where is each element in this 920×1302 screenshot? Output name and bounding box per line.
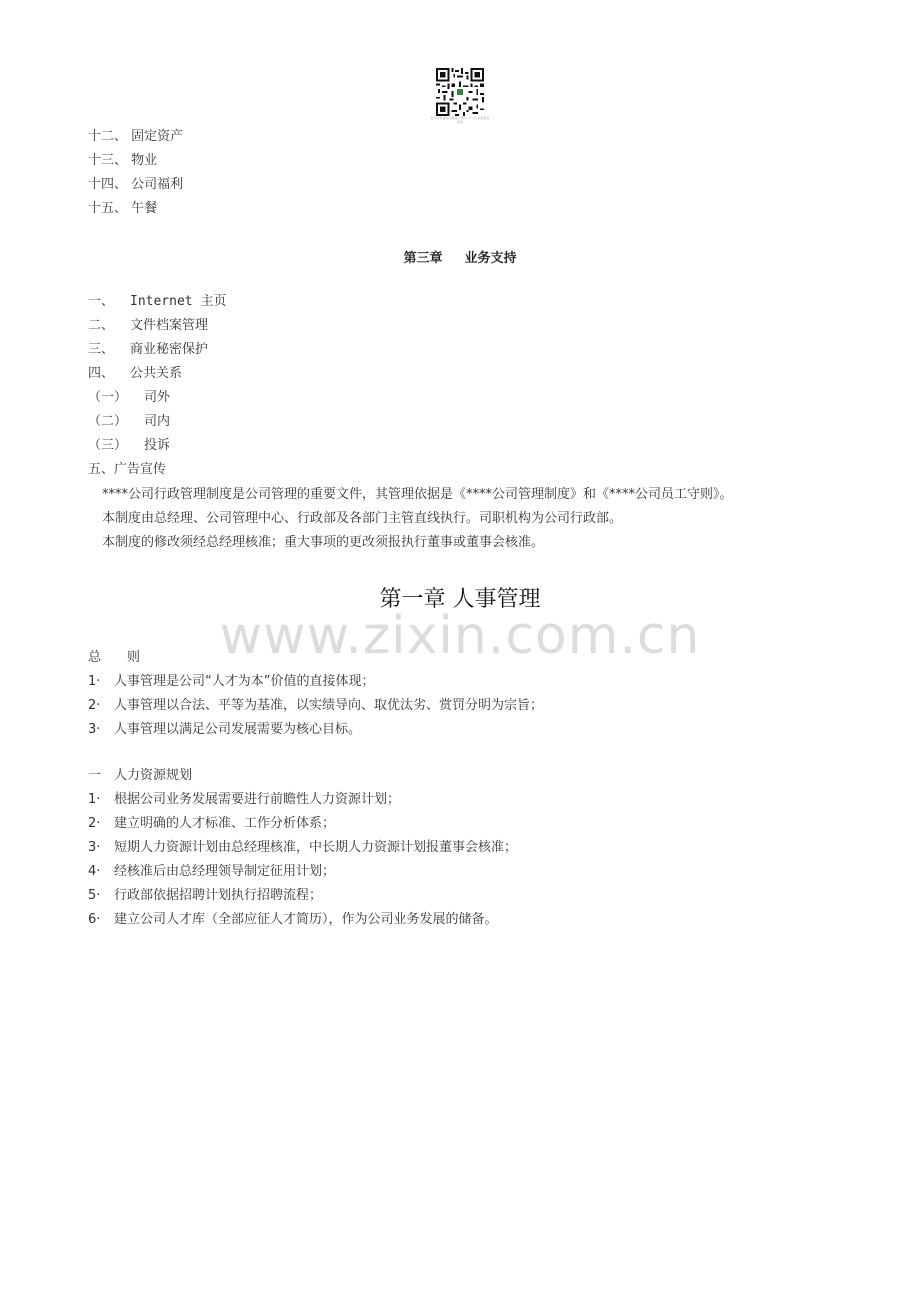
item-number: 3·	[88, 840, 101, 855]
general-item	[88, 698, 543, 714]
qr-code-icon	[436, 68, 484, 116]
chapter-3-subitem	[88, 390, 170, 406]
item-text: 经核准后由总经理领导制定征用计划；	[114, 864, 336, 879]
toc-item-number: 十五、	[88, 201, 128, 216]
item-text: 投诉	[144, 438, 171, 453]
chapter-1-heading: 第一章 人事管理	[379, 587, 541, 612]
chapter-3-item	[88, 366, 182, 382]
item-text: 文件档案管理	[130, 318, 209, 333]
item-text: 司内	[144, 414, 171, 429]
item-text: 人事管理是公司“人才为本”价值的直接体现；	[114, 674, 375, 689]
item-text: 行政部依据招聘计划执行招聘流程；	[114, 888, 323, 903]
chapter-3-subitem	[88, 438, 170, 454]
hr-planning-item	[88, 792, 400, 808]
general-item	[88, 722, 361, 738]
toc-item-13	[88, 153, 157, 169]
chapter-3-item	[88, 294, 226, 310]
chapter-3-item	[88, 342, 208, 358]
item-text: 公共关系	[130, 366, 183, 381]
item-number: （二）	[88, 414, 128, 429]
toc-item-number: 十四、	[88, 177, 128, 192]
hr-planning-item	[88, 888, 322, 904]
general-heading: 总 则	[88, 650, 141, 665]
item-number: 2·	[88, 816, 101, 831]
item-text: 商业秘密保护	[130, 342, 209, 357]
toc-item-text: 固定资产	[131, 129, 184, 144]
item-number: 4·	[88, 864, 101, 879]
toc-item-14	[88, 177, 183, 193]
intro-paragraph: ****公司行政管理制度是公司管理的重要文件，其管理依据是《****公司管理制度》和《****公司员工守则》。	[102, 487, 733, 502]
item-text: 人事管理以满足公司发展需要为核心目标。	[114, 722, 362, 737]
chapter-3-label: 第三章	[403, 251, 443, 266]
intro-paragraph: 本制度的修改须经总经理核准；重大事项的更改须报执行董事或董事会核准。	[102, 535, 545, 550]
toc-item-number: 十二、	[88, 129, 128, 144]
general-item	[88, 674, 374, 690]
hr-planning-item	[88, 912, 498, 928]
item-text: 建立明确的人才标准、工作分析体系；	[114, 816, 336, 831]
item-number: 一、	[88, 294, 115, 309]
chapter-3-item	[88, 462, 166, 478]
item-number: （一）	[88, 390, 128, 405]
item-number: 五、	[88, 462, 115, 477]
chapter-3-heading	[0, 247, 920, 266]
item-number: 6·	[88, 912, 101, 927]
chapter-3-title: 业务支持	[464, 251, 517, 266]
intro-paragraph: 本制度由总经理、公司管理中心、行政部及各部门主管直线执行。司职机构为公司行政部。	[102, 511, 623, 526]
toc-item-number: 十三、	[88, 153, 128, 168]
item-text: 根据公司业务发展需要进行前瞻性人力资源计划；	[114, 792, 401, 807]
chapter-3-subitem	[88, 414, 170, 430]
item-text: 人事管理以合法、平等为基准，以实绩导向、取优汰劣、赏罚分明为宗旨；	[114, 698, 544, 713]
item-number: 二、	[88, 318, 115, 333]
item-number: 2·	[88, 698, 101, 713]
item-text: 建立公司人才库（全部应征人才简历），作为公司业务发展的储备。	[114, 912, 498, 927]
item-text: 短期人力资源计划由总经理核准，中长期人力资源计划报董事会核准；	[114, 840, 518, 855]
item-number: 四、	[88, 366, 115, 381]
item-number: 三、	[88, 342, 115, 357]
watermark: www.zixin.com.cn	[219, 606, 701, 666]
hr-planning-heading: 一 人力资源规划	[88, 768, 193, 783]
item-number: 3·	[88, 722, 101, 737]
toc-item-text: 公司福利	[131, 177, 184, 192]
hr-planning-item	[88, 864, 335, 880]
hr-planning-item	[88, 840, 517, 856]
item-number: 1·	[88, 674, 101, 689]
chapter-3-item	[88, 318, 208, 334]
toc-item-text: 物业	[131, 153, 158, 168]
hr-planning-item	[88, 816, 335, 832]
toc-item-15	[88, 201, 157, 217]
toc-item-12	[88, 129, 183, 145]
qr-caption: 更多资料请关注微信公众号 扫一扫 获取更多资料	[430, 116, 490, 124]
toc-item-text: 午餐	[131, 201, 158, 216]
item-text: Internet 主页	[130, 294, 227, 309]
item-text: 司外	[144, 390, 171, 405]
item-text: 广告宣传	[114, 462, 167, 477]
item-number: 1·	[88, 792, 101, 807]
item-number: （三）	[88, 438, 128, 453]
item-number: 5·	[88, 888, 101, 903]
